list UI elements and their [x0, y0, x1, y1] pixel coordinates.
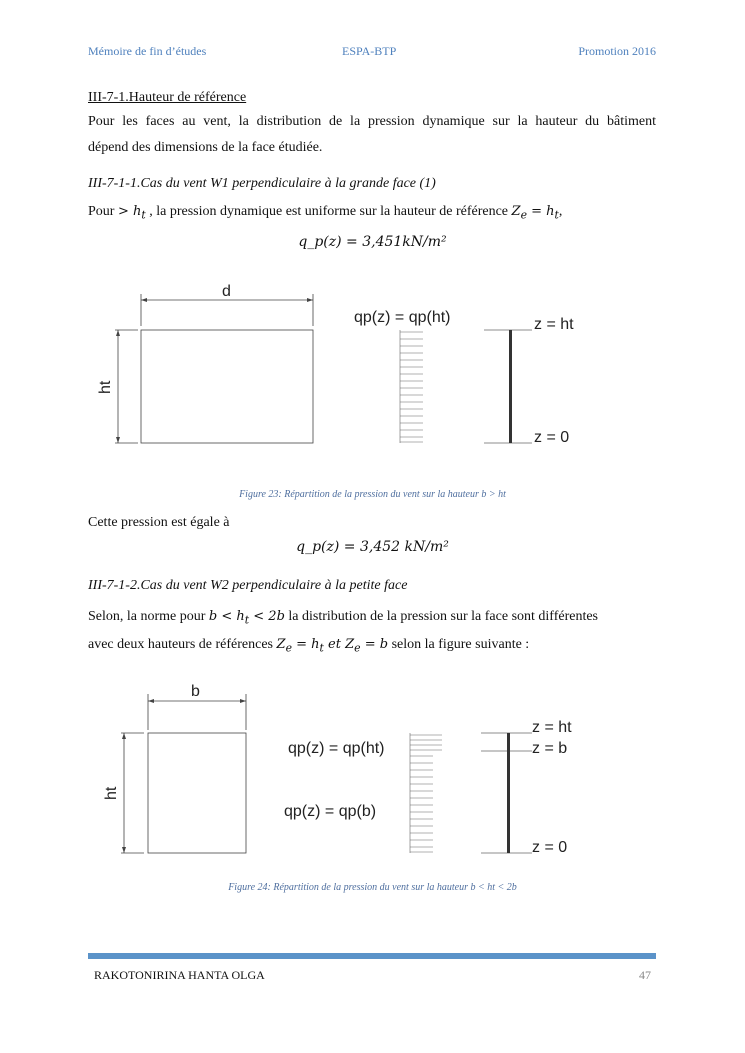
- footer-bar: [88, 953, 656, 959]
- label-pressure-bottom: qp(z) = qp(b): [284, 803, 377, 820]
- header-center: ESPA-BTP: [342, 44, 397, 58]
- label-pressure-top: qp(z) = qp(ht): [288, 740, 385, 757]
- label-b: b: [191, 683, 200, 700]
- figure-24-caption: Figure 24: Répartition de la pression du vent sur la hauteur b < ht < 2b: [228, 882, 517, 893]
- pressure-arrows: [400, 330, 423, 443]
- case1-title: III-7-1-1.Cas du vent W1 perpendiculaire à la grande face (1): [88, 176, 436, 191]
- case2-title: III-7-1-2.Cas du vent W2 perpendiculaire à la petite face: [88, 578, 408, 593]
- label-z-top: z = ht: [534, 316, 574, 333]
- label-z-bottom-2: z = 0: [532, 839, 568, 856]
- footer-author: RAKOTONIRINA HANTA OLGA: [94, 968, 265, 982]
- label-z-top-2: z = ht: [532, 719, 572, 736]
- building-face-small: [148, 733, 246, 853]
- case2-line-1: Selon, la norme pour $b < h_t < 2b$ la distribution de la pression sur la face sont différentes: [88, 609, 599, 627]
- mid-formula: q_p(z) = 3,452 kN/m²: [296, 539, 449, 555]
- figure-24-diagram: [88, 676, 608, 861]
- case1-cond: > $h_t$: [117, 204, 146, 222]
- case1-ref-eq: $Z_e = h_t$: [511, 204, 559, 222]
- label-z-mid: z = b: [532, 740, 568, 757]
- height-bar-2: [507, 733, 510, 853]
- intro-line-1: Pour les faces au vent, la distribution de la pression dynamique sur la hauteur du bâtiment: [88, 114, 656, 129]
- header-right: Promotion 2016: [578, 44, 656, 58]
- figure-23-caption: Figure 23: Répartition de la pression du vent sur la hauteur b > ht: [239, 489, 506, 500]
- case1-formula: q_p(z) = 3,451kN/m²: [298, 234, 447, 250]
- intro-line-2: dépend des dimensions de la face étudiée.: [88, 140, 323, 155]
- page-number: 47: [639, 968, 651, 982]
- case1-sentence-mid: , la pression dynamique est uniforme sur la hauteur de référence: [149, 204, 509, 219]
- label-ht: ht: [97, 380, 114, 394]
- mid-text: Cette pression est égale à: [88, 515, 230, 530]
- pressure-arrows-2: [410, 733, 442, 853]
- case1-sentence: Pour > $h_t$ , la pression dynamique est uniforme sur la hauteur de référence $Z_e = h_t$,: [88, 204, 563, 222]
- case1-sentence-start: Pour: [88, 204, 115, 219]
- height-bar: [509, 330, 512, 443]
- case2-line-2: avec deux hauteurs de références $Z_e = h_t$ et $Z_e = b$ selon la figure suivante :: [88, 637, 530, 655]
- header-left: Mémoire de fin d’études: [88, 44, 207, 58]
- label-ht-2: ht: [103, 786, 120, 800]
- label-d: d: [222, 283, 231, 300]
- label-pressure: qp(z) = qp(ht): [354, 309, 451, 326]
- label-z-bottom: z = 0: [534, 429, 570, 446]
- building-face: [141, 330, 313, 443]
- section-title: III-7-1.Hauteur de référence: [88, 90, 247, 105]
- figure-23-diagram: [88, 276, 608, 456]
